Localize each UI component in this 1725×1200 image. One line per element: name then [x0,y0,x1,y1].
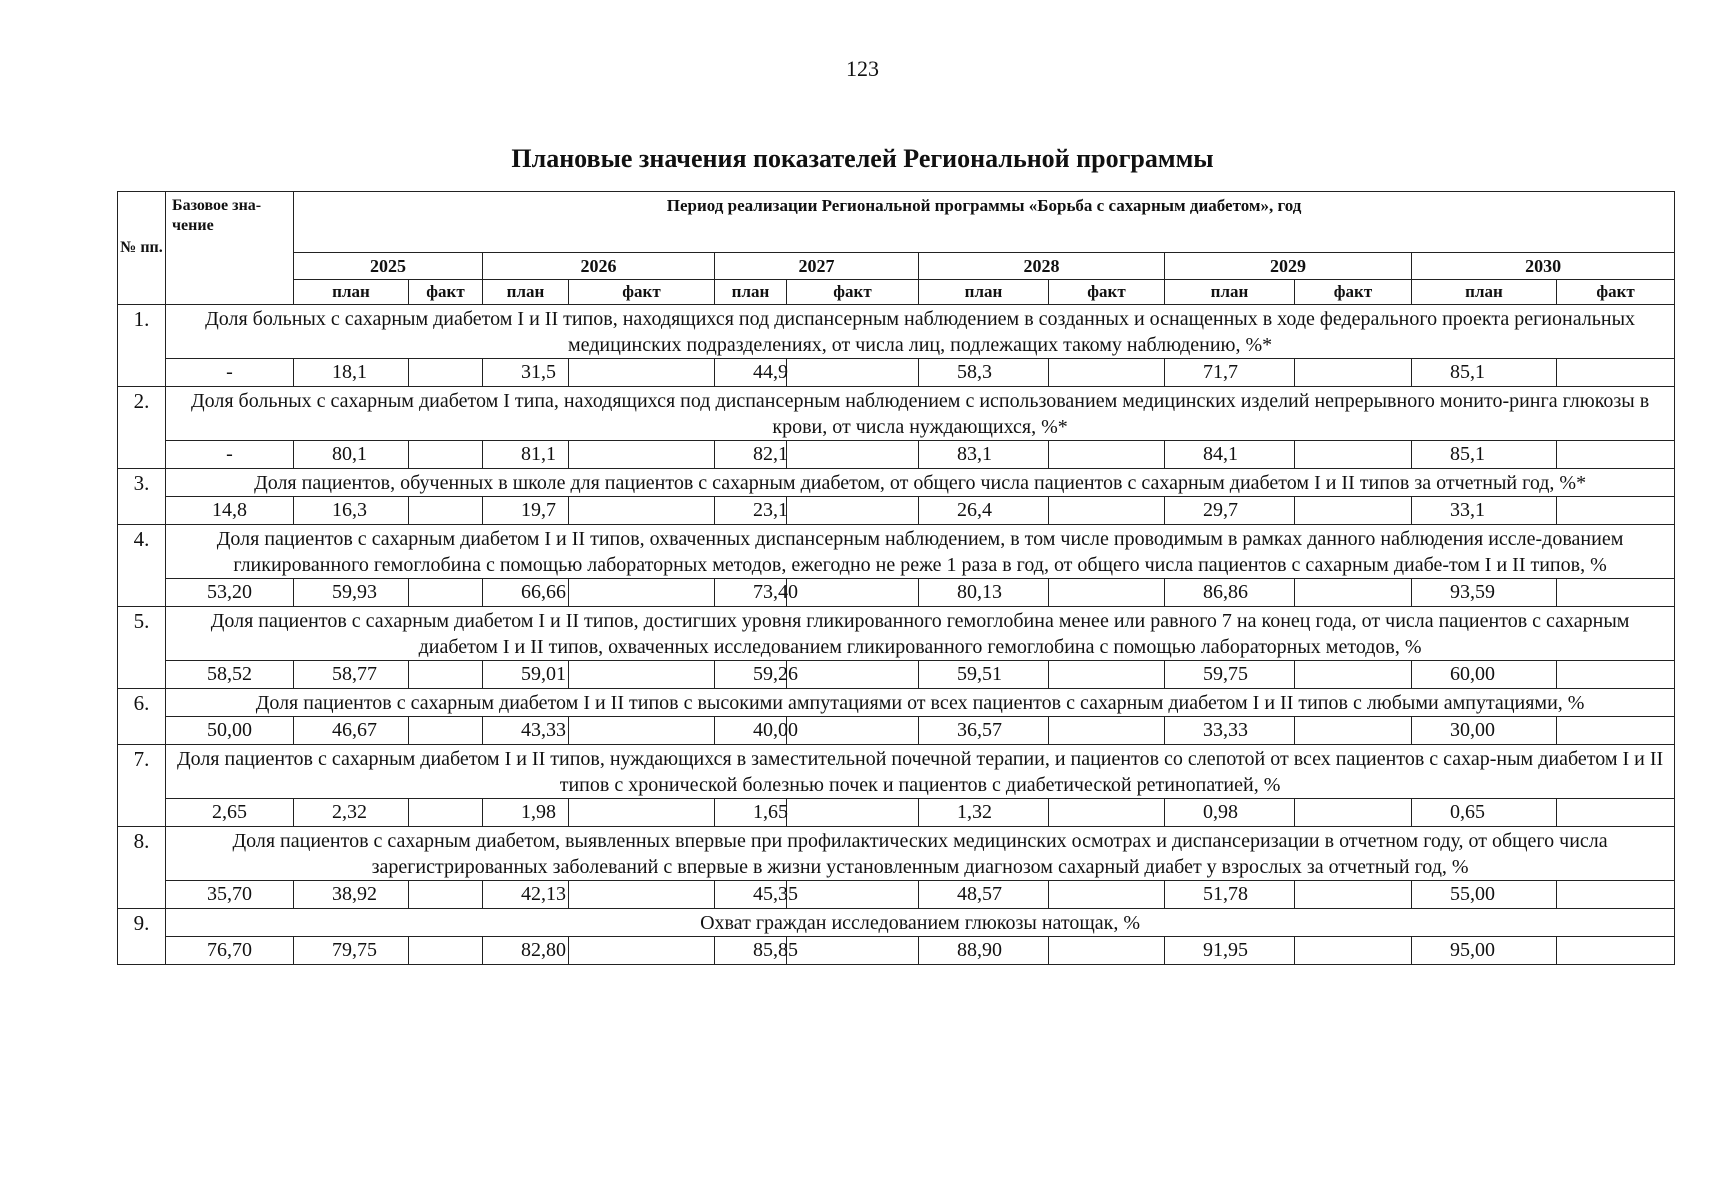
plan-value: 46,67 [294,717,409,745]
indicator-title: Доля больных с сахарным диабетом I и II типов, находящихся под диспансерным наблюдением в созданных и оснащенных в ходе федерального проекта региональных медицинских подразделениях, от числа лиц, подлежащих такому наблюдению, %* [166,305,1675,359]
indicator-number: 2. [118,387,166,469]
plan-value: 88,90 [919,937,1049,965]
indicator-values-row [118,441,1675,469]
fact-value [569,937,715,965]
fact-value [1295,661,1412,689]
indicator-number: 1. [118,305,166,387]
fact-value [409,717,483,745]
base-value: 14,8 [166,497,294,525]
fact-value [787,497,919,525]
indicator-title: Доля пациентов с сахарным диабетом I и II типов, достигших уровня гликированного гемоглобина менее или равного 7 на конец года, от числа пациентов с сахарным диабетом I и II типов, охваченных исследованием гликированного гемоглобина с помощью лабораторных методов, % [166,607,1675,661]
plan-value: 59,75 [1165,661,1295,689]
fact-value [569,579,715,607]
fact-column-header: факт [1049,280,1165,305]
plan-value: 93,59 [1412,579,1557,607]
plan-column-header: план [715,280,787,305]
fact-value [569,717,715,745]
plan-value: 85,85 [715,937,787,965]
indicator-number: 9. [118,909,166,965]
indicator-number: 3. [118,469,166,525]
fact-value [1049,497,1165,525]
fact-value [409,441,483,469]
indicator-title: Доля пациентов с сахарным диабетом I и II типов с высокими ампутациями от всех пациентов с сахарным диабетом I и II типов с любыми ампутациями, % [166,689,1675,717]
indicator-number: 8. [118,827,166,909]
fact-value [1557,579,1675,607]
plan-value: 26,4 [919,497,1049,525]
plan-value: 66,66 [483,579,569,607]
plan-value: 58,3 [919,359,1049,387]
plan-column-header: план [1412,280,1557,305]
plan-value: 80,1 [294,441,409,469]
indicator-title: Доля пациентов, обученных в школе для пациентов с сахарным диабетом, от общего числа пациентов с сахарным диабетом I и II типов за отчетный год, %* [166,469,1675,497]
fact-value [1049,881,1165,909]
plan-value: 1,98 [483,799,569,827]
plan-value: 84,1 [1165,441,1295,469]
plan-value: 82,1 [715,441,787,469]
fact-value [569,497,715,525]
indicator-title: Доля пациентов с сахарным диабетом I и II типов, охваченных диспансерным наблюдением, в том числе проводимым в рамках данного наблюдения иссле-дованием гликированного гемоглобина с помощью лабораторных методов, ежегодно не реже 1 раза в год, от общего числа пациентов с сахарным диабе-том I и II типов, % [166,525,1675,579]
indicator-number: 4. [118,525,166,607]
fact-value [1557,497,1675,525]
page-number: 123 [846,56,879,81]
page-title: Плановые значения показателей Региональной программы [511,144,1214,173]
indicator-values-row [118,359,1675,387]
plan-value: 51,78 [1165,881,1295,909]
plan-value: 18,1 [294,359,409,387]
plan-value: 19,7 [483,497,569,525]
number-column-header: № пп. [118,192,166,305]
indicator-values-row [118,579,1675,607]
fact-value [1295,799,1412,827]
fact-value [569,441,715,469]
plan-value: 59,93 [294,579,409,607]
plan-value: 55,00 [1412,881,1557,909]
year-header: 2025 [294,253,483,280]
plan-value: 91,95 [1165,937,1295,965]
indicator-title: Доля больных с сахарным диабетом I типа, находящихся под диспансерным наблюдением с использованием медицинских изделий непрерывного монито-ринга глюкозы в крови, от числа нуждающихся, %* [166,387,1675,441]
year-header: 2030 [1412,253,1675,280]
plan-value: 59,51 [919,661,1049,689]
plan-value: 1,32 [919,799,1049,827]
indicator-values-row [118,717,1675,745]
base-value: 50,00 [166,717,294,745]
fact-value [409,799,483,827]
plan-value: 0,65 [1412,799,1557,827]
indicator-values-row [118,497,1675,525]
fact-value [1295,497,1412,525]
indicator-title: Доля пациентов с сахарным диабетом, выявленных впервые при профилактических медицинских осмотрах и диспансеризации в отчетном году, от общего числа зарегистрированных заболеваний с впервые в жизни установленным диагнозом сахарный диабет у взрослых за отчетный год, % [166,827,1675,881]
plan-value: 45,35 [715,881,787,909]
fact-value [1295,937,1412,965]
fact-value [787,661,919,689]
plan-value: 58,77 [294,661,409,689]
indicator-number: 7. [118,745,166,827]
fact-value [787,579,919,607]
indicator-title: Доля пациентов с сахарным диабетом I и II типов, нуждающихся в заместительной почечной терапии, и пациентов со слепотой от всех пациентов с сахар-ным диабетом I и II типов с хронической болезнью почек и пациентов с диабетической ретинопатией, % [166,745,1675,799]
base-value: - [166,359,294,387]
fact-value [1295,441,1412,469]
fact-value [1049,717,1165,745]
base-value: 76,70 [166,937,294,965]
indicator-values-row [118,937,1675,965]
indicator-values-row [118,881,1675,909]
fact-value [409,937,483,965]
fact-value [569,799,715,827]
fact-value [409,359,483,387]
fact-value [787,359,919,387]
plan-value: 36,57 [919,717,1049,745]
plan-value: 29,7 [1165,497,1295,525]
plan-value: 2,32 [294,799,409,827]
indicators-table [117,191,1675,965]
fact-value [1557,881,1675,909]
fact-value [1557,799,1675,827]
base-value-column-header: Базовое зна-чение [166,192,294,305]
plan-value: 85,1 [1412,359,1557,387]
plan-value: 30,00 [1412,717,1557,745]
plan-value: 33,33 [1165,717,1295,745]
plan-value: 82,80 [483,937,569,965]
plan-value: 44,9 [715,359,787,387]
fact-value [569,661,715,689]
fact-value [1557,359,1675,387]
fact-value [409,497,483,525]
plan-value: 79,75 [294,937,409,965]
plan-value: 59,01 [483,661,569,689]
plan-value: 33,1 [1412,497,1557,525]
fact-value [1557,661,1675,689]
indicator-values-row [118,661,1675,689]
fact-column-header: факт [569,280,715,305]
fact-value [409,881,483,909]
plan-value: 0,98 [1165,799,1295,827]
fact-value [409,579,483,607]
fact-value [1049,441,1165,469]
fact-value [1557,717,1675,745]
fact-value [1557,937,1675,965]
indicator-title-row [118,607,1675,661]
fact-value [569,881,715,909]
fact-value [409,661,483,689]
indicator-number: 6. [118,689,166,745]
plan-value: 38,92 [294,881,409,909]
plan-value: 1,65 [715,799,787,827]
plan-value: 23,1 [715,497,787,525]
fact-value [1049,359,1165,387]
year-header: 2026 [483,253,715,280]
indicator-values-row [118,799,1675,827]
plan-value: 86,86 [1165,579,1295,607]
fact-value [1295,579,1412,607]
indicator-title-row [118,525,1675,579]
fact-value [1049,799,1165,827]
fact-value [787,799,919,827]
plan-column-header: план [294,280,409,305]
plan-value: 85,1 [1412,441,1557,469]
fact-value [1049,661,1165,689]
indicator-title-row [118,745,1675,799]
plan-value: 48,57 [919,881,1049,909]
plan-value: 40,00 [715,717,787,745]
fact-column-header: факт [1295,280,1412,305]
fact-value [787,441,919,469]
fact-column-header: факт [409,280,483,305]
period-header: Период реализации Региональной программы «Борьба с сахарным диабетом», год [294,192,1675,253]
fact-value [569,359,715,387]
plan-column-header: план [919,280,1049,305]
plan-value: 31,5 [483,359,569,387]
fact-value [1557,441,1675,469]
fact-column-header: факт [787,280,919,305]
year-header: 2029 [1165,253,1412,280]
plan-value: 81,1 [483,441,569,469]
indicator-title-row [118,469,1675,497]
indicator-title: Охват граждан исследованием глюкозы натощак, % [166,909,1675,937]
fact-value [1295,717,1412,745]
fact-value [1049,937,1165,965]
fact-value [1295,881,1412,909]
fact-value [787,717,919,745]
indicator-title-row [118,689,1675,717]
indicator-title-row [118,305,1675,359]
year-header: 2027 [715,253,919,280]
fact-value [787,881,919,909]
year-header: 2028 [919,253,1165,280]
plan-value: 95,00 [1412,937,1557,965]
plan-value: 16,3 [294,497,409,525]
fact-value [1049,579,1165,607]
base-value: - [166,441,294,469]
plan-value: 42,13 [483,881,569,909]
fact-value [1295,359,1412,387]
plan-value: 71,7 [1165,359,1295,387]
plan-value: 83,1 [919,441,1049,469]
base-value: 35,70 [166,881,294,909]
plan-value: 43,33 [483,717,569,745]
plan-value: 60,00 [1412,661,1557,689]
base-value: 53,20 [166,579,294,607]
plan-column-header: план [483,280,569,305]
indicator-title-row [118,387,1675,441]
indicator-number: 5. [118,607,166,689]
plan-column-header: план [1165,280,1295,305]
indicator-title-row [118,909,1675,937]
plan-value: 80,13 [919,579,1049,607]
fact-value [787,937,919,965]
indicator-title-row [118,827,1675,881]
base-value: 58,52 [166,661,294,689]
plan-value: 59,26 [715,661,787,689]
fact-column-header: факт [1557,280,1675,305]
plan-value: 73,40 [715,579,787,607]
base-value: 2,65 [166,799,294,827]
